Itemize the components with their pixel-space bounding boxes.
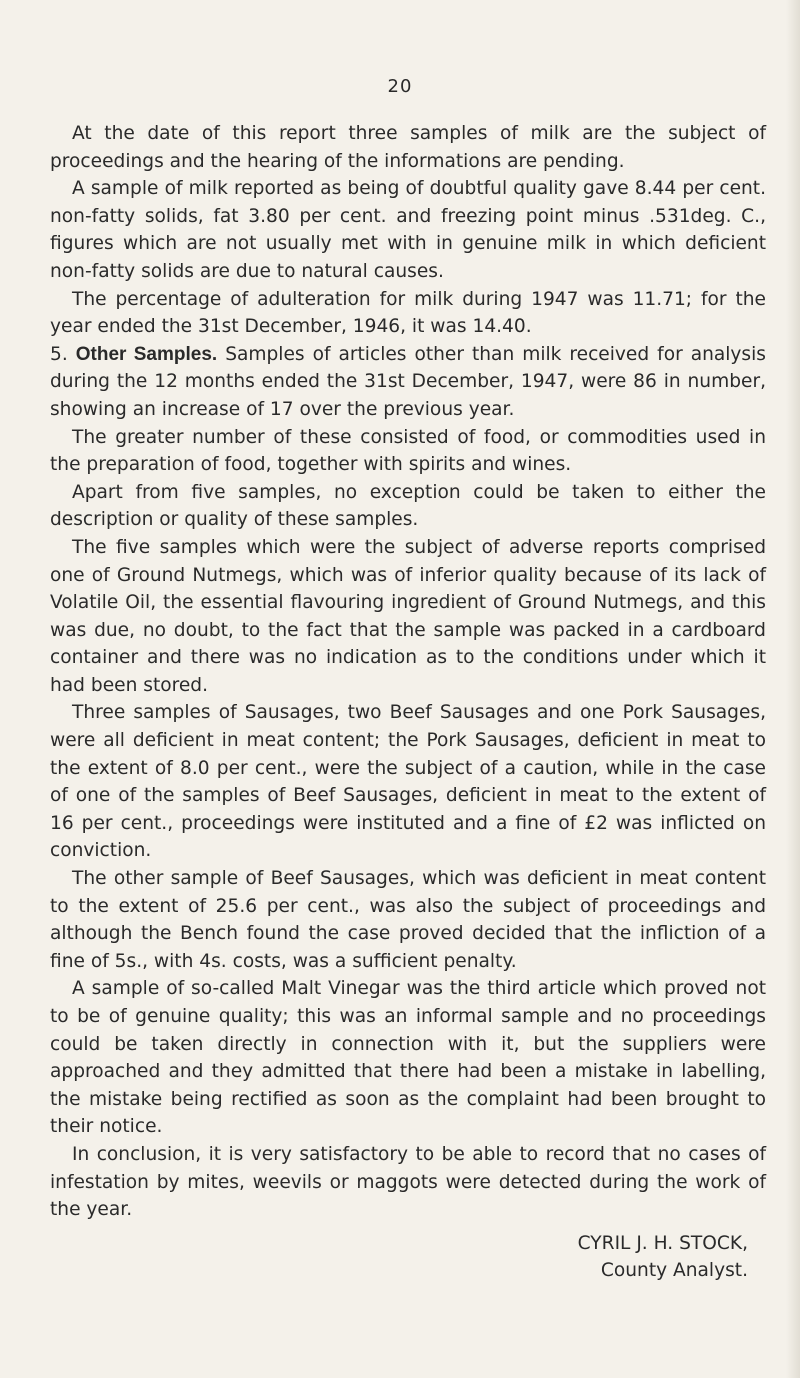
paragraph-ground-nutmegs: The five samples which were the subject of adverse reports comprised one of Ground Nutmegs, which was of inferior quality because of its lack of Volatile Oil, the essential flavouring ingredient of Ground Nutmegs, and this was due, no doubt, to the fact that the sample was packed in a cardboard container and there was no indication as to the conditions under which it had been stored. [50,536,766,696]
paragraph-conclusion: In conclusion, it is very satisfactory to be able to record that no cases of infestation by mites, weevils or maggots were detected during the work of the year. [50,1143,766,1221]
signatory-name: CYRIL J. H. STOCK, [577,1232,748,1254]
paragraph-beef-sausages-penalty: The other sample of Beef Sausages, which was deficient in meat content to the extent of 25.6 per cent., was also the subject of proceedings and although the Bench found the case proved decided that the infliction of a fine of 5s., with 4s. costs, was a sufficient penalty. [50,868,766,972]
signatory-title: County Analyst. [600,1260,748,1282]
section-heading: Other Samples. [75,343,218,365]
page-edge-shadow [786,0,800,1378]
signature-block [50,1230,766,1285]
paragraph-proceedings-pending: At the date of this report three samples of milk are the subject of proceedings and the hearing of the informations are pending. [50,123,766,172]
paragraph-malt-vinegar: A sample of so-called Malt Vinegar was the third article which proved not to be of genuine quality; this was an informal sample and no proceedings could be taken directly in connection with it, but the suppliers were approached and they admitted that there had been a mistake in labelling, the mistake being rectified as soon as the complaint had been brought to their notice. [50,978,766,1138]
section-number: 5. [50,343,68,365]
report-body [50,120,766,1285]
paragraph-adulteration-percentage: The percentage of adulteration for milk during 1947 was 11.71; for the year ended the 31st December, 1946, it was 14.40. [50,288,766,338]
section-other-samples [50,341,766,424]
section-intro-text: Samples of articles other than milk received for analysis during the 12 months ended the 31st December, 1947, were 86 in number, showing an increase of 17 over the previous year. [50,343,766,420]
paragraph-food-commodities: The greater number of these consisted of food, or commodities used in the preparation of food, together with spirits and wines. [50,426,766,476]
paragraph-five-samples-exception: Apart from five samples, no exception could be taken to either the description or quality of these samples. [50,481,766,531]
paragraph-doubtful-milk-sample: A sample of milk reported as being of doubtful quality gave 8.44 per cent. non-fatty solids, fat 3.80 per cent. and freezing point minus .531deg. C., figures which are not usually met with in genuine milk in which deficient non-fatty solids are due to natural causes. [50,178,766,282]
paragraph-sausages: Three samples of Sausages, two Beef Sausages and one Pork Sausages, were all deficient in meat content; the Pork Sausages, deficient in meat to the extent of 8.0 per cent., were the subject of a caution, while in the case of one of the samples of Beef Sausages, deficient in meat to the extent of 16 per cent., proceedings were instituted and a fine of £2 was inflicted on conviction. [50,702,766,862]
page-number: 20 [387,76,413,97]
